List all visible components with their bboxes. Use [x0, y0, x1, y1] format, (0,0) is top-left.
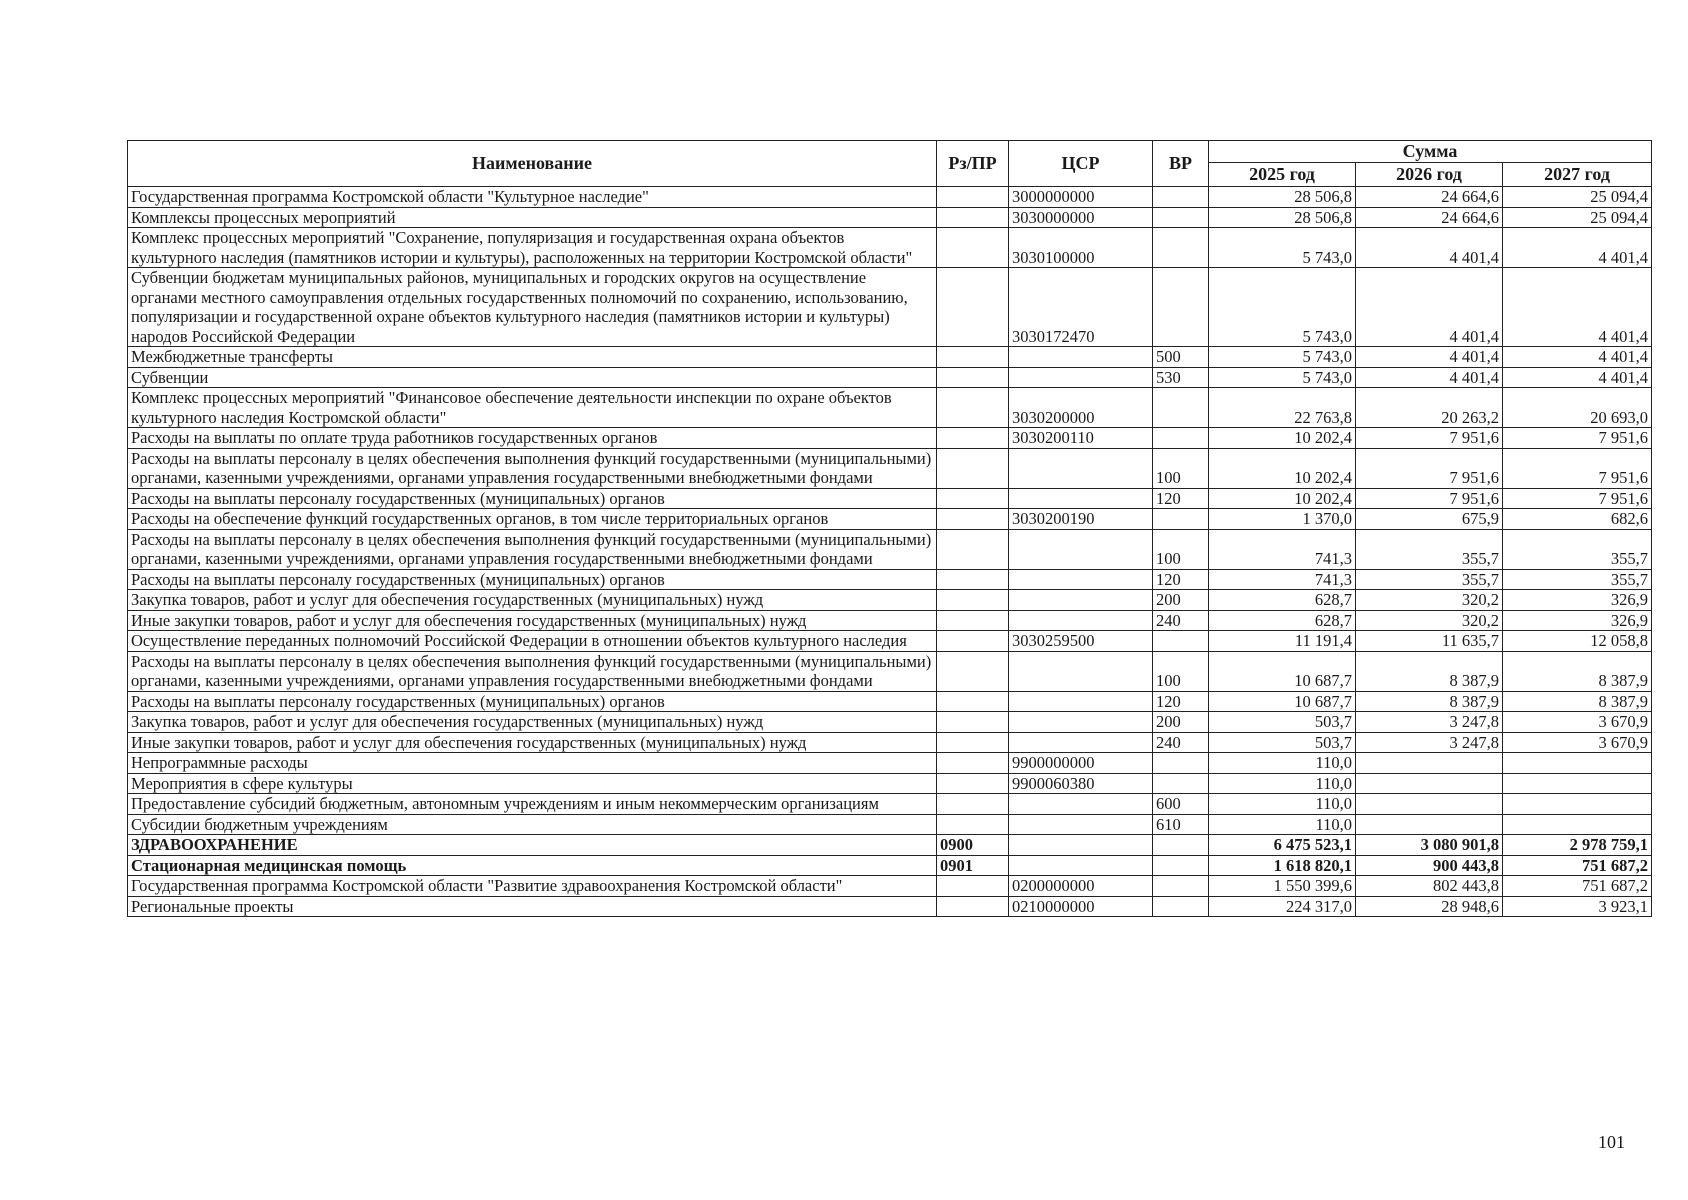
row-sum-2027: 2 978 759,1: [1503, 835, 1652, 856]
row-sum-2025: 503,7: [1209, 732, 1356, 753]
row-sum-2027: 8 387,9: [1503, 691, 1652, 712]
row-vr: 240: [1153, 610, 1209, 631]
row-name: Осуществление переданных полномочий Российской Федерации в отношении объектов культурного наследия: [128, 631, 937, 652]
row-sum-2026: 20 263,2: [1356, 388, 1503, 428]
row-sum-2025: 110,0: [1209, 794, 1356, 815]
row-sum-2025: 5 743,0: [1209, 228, 1356, 268]
header-name: Наименование: [128, 141, 937, 187]
row-csr: [1009, 691, 1153, 712]
row-vr: 240: [1153, 732, 1209, 753]
row-sum-2026: 4 401,4: [1356, 268, 1503, 347]
row-csr: [1009, 794, 1153, 815]
row-sum-2027: 25 094,4: [1503, 187, 1652, 208]
row-rz: 0901: [937, 855, 1009, 876]
row-sum-2027: 25 094,4: [1503, 207, 1652, 228]
row-sum-2026: [1356, 814, 1503, 835]
row-csr: [1009, 610, 1153, 631]
row-rz: [937, 610, 1009, 631]
row-sum-2025: 1 370,0: [1209, 509, 1356, 530]
row-name: Закупка товаров, работ и услуг для обеспечения государственных (муниципальных) нужд: [128, 712, 937, 733]
row-name: Межбюджетные трансферты: [128, 347, 937, 368]
row-csr: 3030200190: [1009, 509, 1153, 530]
row-sum-2026: 8 387,9: [1356, 651, 1503, 691]
row-sum-2025: 22 763,8: [1209, 388, 1356, 428]
row-csr: [1009, 651, 1153, 691]
row-csr: [1009, 569, 1153, 590]
header-year-2027: 2027 год: [1503, 163, 1652, 187]
row-sum-2025: 10 687,7: [1209, 651, 1356, 691]
table-row: [128, 509, 1652, 530]
row-sum-2025: 741,3: [1209, 529, 1356, 569]
row-csr: [1009, 732, 1153, 753]
row-sum-2026: 7 951,6: [1356, 428, 1503, 449]
row-sum-2026: 7 951,6: [1356, 488, 1503, 509]
row-vr: [1153, 509, 1209, 530]
header-rz: Рз/ПР: [937, 141, 1009, 187]
budget-table: [127, 140, 1652, 917]
row-sum-2026: 3 080 901,8: [1356, 835, 1503, 856]
row-vr: [1153, 835, 1209, 856]
row-name: Расходы на выплаты персоналу государственных (муниципальных) органов: [128, 569, 937, 590]
row-rz: [937, 896, 1009, 917]
table-row: [128, 388, 1652, 428]
row-sum-2025: 110,0: [1209, 773, 1356, 794]
row-csr: [1009, 367, 1153, 388]
row-sum-2027: 3 923,1: [1503, 896, 1652, 917]
row-csr: 3030259500: [1009, 631, 1153, 652]
row-sum-2025: 10 202,4: [1209, 488, 1356, 509]
row-rz: [937, 187, 1009, 208]
row-csr: 3030200000: [1009, 388, 1153, 428]
table-row: [128, 488, 1652, 509]
row-rz: [937, 753, 1009, 774]
row-vr: 200: [1153, 590, 1209, 611]
row-rz: [937, 732, 1009, 753]
row-sum-2027: [1503, 753, 1652, 774]
header-vr: ВР: [1153, 141, 1209, 187]
row-name: Иные закупки товаров, работ и услуг для обеспечения государственных (муниципальных) нужд: [128, 610, 937, 631]
row-rz: [937, 691, 1009, 712]
row-sum-2027: 3 670,9: [1503, 712, 1652, 733]
row-rz: [937, 631, 1009, 652]
row-sum-2027: 751 687,2: [1503, 855, 1652, 876]
table-row: [128, 347, 1652, 368]
row-vr: 610: [1153, 814, 1209, 835]
row-sum-2025: 28 506,8: [1209, 207, 1356, 228]
row-sum-2027: 326,9: [1503, 610, 1652, 631]
row-sum-2027: 7 951,6: [1503, 428, 1652, 449]
row-vr: [1153, 855, 1209, 876]
row-rz: 0900: [937, 835, 1009, 856]
header-sum: Сумма: [1209, 141, 1652, 163]
row-sum-2025: 5 743,0: [1209, 268, 1356, 347]
row-csr: [1009, 347, 1153, 368]
row-vr: [1153, 631, 1209, 652]
row-csr: [1009, 835, 1153, 856]
row-rz: [937, 448, 1009, 488]
row-vr: [1153, 187, 1209, 208]
row-name: Закупка товаров, работ и услуг для обеспечения государственных (муниципальных) нужд: [128, 590, 937, 611]
row-sum-2025: 28 506,8: [1209, 187, 1356, 208]
row-csr: [1009, 448, 1153, 488]
row-name: Мероприятия в сфере культуры: [128, 773, 937, 794]
row-vr: [1153, 753, 1209, 774]
row-rz: [937, 388, 1009, 428]
row-name: Региональные проекты: [128, 896, 937, 917]
row-vr: 600: [1153, 794, 1209, 815]
row-sum-2027: 20 693,0: [1503, 388, 1652, 428]
row-sum-2027: 751 687,2: [1503, 876, 1652, 897]
row-rz: [937, 228, 1009, 268]
row-sum-2026: 7 951,6: [1356, 448, 1503, 488]
row-sum-2026: 355,7: [1356, 569, 1503, 590]
row-csr: 3030172470: [1009, 268, 1153, 347]
row-sum-2026: [1356, 794, 1503, 815]
row-rz: [937, 569, 1009, 590]
row-rz: [937, 367, 1009, 388]
table-row: [128, 835, 1652, 856]
row-name: Иные закупки товаров, работ и услуг для обеспечения государственных (муниципальных) нужд: [128, 732, 937, 753]
row-vr: [1153, 268, 1209, 347]
row-vr: 500: [1153, 347, 1209, 368]
table-row: [128, 207, 1652, 228]
table-row: [128, 896, 1652, 917]
row-sum-2025: 1 550 399,6: [1209, 876, 1356, 897]
row-csr: 9900060380: [1009, 773, 1153, 794]
row-vr: 200: [1153, 712, 1209, 733]
row-sum-2025: 741,3: [1209, 569, 1356, 590]
row-sum-2025: 1 618 820,1: [1209, 855, 1356, 876]
row-csr: 3000000000: [1009, 187, 1153, 208]
row-csr: 9900000000: [1009, 753, 1153, 774]
row-csr: 3030100000: [1009, 228, 1153, 268]
table-row: [128, 876, 1652, 897]
row-sum-2027: 3 670,9: [1503, 732, 1652, 753]
row-sum-2026: 320,2: [1356, 610, 1503, 631]
row-sum-2025: 6 475 523,1: [1209, 835, 1356, 856]
row-rz: [937, 712, 1009, 733]
row-csr: 0200000000: [1009, 876, 1153, 897]
row-name: Расходы на выплаты персоналу в целях обеспечения выполнения функций государственными (муниципальными) органами, казенными учреждениями, органами управления государственными внебюджетными фондами: [128, 651, 937, 691]
row-name: Государственная программа Костромской области "Развитие здравоохранения Костромской области": [128, 876, 937, 897]
row-sum-2026: 675,9: [1356, 509, 1503, 530]
table-row: [128, 773, 1652, 794]
row-csr: [1009, 814, 1153, 835]
row-vr: 100: [1153, 651, 1209, 691]
row-sum-2026: 28 948,6: [1356, 896, 1503, 917]
row-name: Расходы на выплаты по оплате труда работников государственных органов: [128, 428, 937, 449]
row-rz: [937, 651, 1009, 691]
table-row: [128, 610, 1652, 631]
row-sum-2027: [1503, 794, 1652, 815]
row-name: Стационарная медицинская помощь: [128, 855, 937, 876]
row-vr: 120: [1153, 569, 1209, 590]
row-vr: 120: [1153, 488, 1209, 509]
row-sum-2027: 355,7: [1503, 529, 1652, 569]
row-sum-2027: [1503, 773, 1652, 794]
row-name: Комплекс процессных мероприятий "Сохранение, популяризация и государственная охрана объектов культурного наследия (памятников истории и культуры), расположенных на территории Костромской области": [128, 228, 937, 268]
row-csr: 3030200110: [1009, 428, 1153, 449]
row-sum-2025: 5 743,0: [1209, 347, 1356, 368]
row-sum-2026: 355,7: [1356, 529, 1503, 569]
row-sum-2025: 110,0: [1209, 814, 1356, 835]
row-rz: [937, 529, 1009, 569]
row-rz: [937, 794, 1009, 815]
table-row: [128, 187, 1652, 208]
row-sum-2026: 4 401,4: [1356, 367, 1503, 388]
table-row: [128, 367, 1652, 388]
row-csr: [1009, 529, 1153, 569]
row-rz: [937, 814, 1009, 835]
row-rz: [937, 590, 1009, 611]
row-sum-2027: 8 387,9: [1503, 651, 1652, 691]
row-name: Субвенции бюджетам муниципальных районов, муниципальных и городских округов на осуществление органами местного самоуправления отдельных государственных полномочий по сохранению, использованию, популяризации и государственной охране объектов культурного наследия (памятников истории и культуры) народов Российской Федерации: [128, 268, 937, 347]
row-sum-2027: 4 401,4: [1503, 268, 1652, 347]
header-year-2025: 2025 год: [1209, 163, 1356, 187]
table-row: [128, 268, 1652, 347]
row-rz: [937, 488, 1009, 509]
row-sum-2026: 24 664,6: [1356, 187, 1503, 208]
row-sum-2026: 11 635,7: [1356, 631, 1503, 652]
row-csr: [1009, 590, 1153, 611]
table-row: [128, 814, 1652, 835]
row-name: Расходы на обеспечение функций государственных органов, в том числе территориальных органов: [128, 509, 937, 530]
row-rz: [937, 509, 1009, 530]
row-rz: [937, 876, 1009, 897]
row-name: Государственная программа Костромской области "Культурное наследие": [128, 187, 937, 208]
row-csr: 3030000000: [1009, 207, 1153, 228]
row-sum-2025: 10 202,4: [1209, 428, 1356, 449]
row-rz: [937, 428, 1009, 449]
table-row: [128, 855, 1652, 876]
table-body: [128, 187, 1652, 917]
row-sum-2025: 5 743,0: [1209, 367, 1356, 388]
row-name: Комплекс процессных мероприятий "Финансовое обеспечение деятельности инспекции по охране объектов культурного наследия Костромской области": [128, 388, 937, 428]
row-vr: [1153, 876, 1209, 897]
row-vr: [1153, 773, 1209, 794]
row-vr: 100: [1153, 448, 1209, 488]
table-row: [128, 651, 1652, 691]
row-name: Расходы на выплаты персоналу государственных (муниципальных) органов: [128, 488, 937, 509]
row-csr: 0210000000: [1009, 896, 1153, 917]
table-row: [128, 529, 1652, 569]
row-sum-2026: 24 664,6: [1356, 207, 1503, 228]
row-csr: [1009, 855, 1153, 876]
row-sum-2027: 7 951,6: [1503, 448, 1652, 488]
row-name: Расходы на выплаты персоналу государственных (муниципальных) органов: [128, 691, 937, 712]
row-sum-2026: 802 443,8: [1356, 876, 1503, 897]
row-sum-2025: 10 202,4: [1209, 448, 1356, 488]
table-row: [128, 732, 1652, 753]
table-row: [128, 228, 1652, 268]
table-row: [128, 631, 1652, 652]
row-sum-2027: 682,6: [1503, 509, 1652, 530]
row-rz: [937, 773, 1009, 794]
row-sum-2026: 4 401,4: [1356, 228, 1503, 268]
row-csr: [1009, 712, 1153, 733]
row-sum-2026: [1356, 773, 1503, 794]
table-row: [128, 569, 1652, 590]
row-sum-2025: 224 317,0: [1209, 896, 1356, 917]
row-sum-2025: 110,0: [1209, 753, 1356, 774]
row-csr: [1009, 488, 1153, 509]
row-vr: 120: [1153, 691, 1209, 712]
table-row: [128, 794, 1652, 815]
row-sum-2026: 900 443,8: [1356, 855, 1503, 876]
row-sum-2027: [1503, 814, 1652, 835]
header-csr: ЦСР: [1009, 141, 1153, 187]
row-rz: [937, 347, 1009, 368]
row-name: Непрограммные расходы: [128, 753, 937, 774]
row-vr: 530: [1153, 367, 1209, 388]
page-number: 101: [1598, 1132, 1625, 1152]
row-sum-2026: 3 247,8: [1356, 712, 1503, 733]
table-row: [128, 590, 1652, 611]
row-rz: [937, 207, 1009, 228]
table-row: [128, 428, 1652, 449]
row-sum-2026: 320,2: [1356, 590, 1503, 611]
row-sum-2025: 628,7: [1209, 590, 1356, 611]
row-name: ЗДРАВООХРАНЕНИЕ: [128, 835, 937, 856]
row-vr: [1153, 428, 1209, 449]
row-sum-2027: 4 401,4: [1503, 228, 1652, 268]
row-name: Предоставление субсидий бюджетным, автономным учреждениям и иным некоммерческим организациям: [128, 794, 937, 815]
row-vr: [1153, 207, 1209, 228]
table-row: [128, 448, 1652, 488]
row-sum-2027: 4 401,4: [1503, 347, 1652, 368]
table-row: [128, 753, 1652, 774]
row-sum-2026: 4 401,4: [1356, 347, 1503, 368]
row-rz: [937, 268, 1009, 347]
row-name: Субвенции: [128, 367, 937, 388]
row-sum-2025: 628,7: [1209, 610, 1356, 631]
row-sum-2027: 12 058,8: [1503, 631, 1652, 652]
row-vr: [1153, 228, 1209, 268]
row-sum-2026: 8 387,9: [1356, 691, 1503, 712]
row-vr: [1153, 896, 1209, 917]
row-sum-2027: 355,7: [1503, 569, 1652, 590]
row-sum-2025: 503,7: [1209, 712, 1356, 733]
row-vr: [1153, 388, 1209, 428]
row-sum-2026: 3 247,8: [1356, 732, 1503, 753]
row-name: Комплексы процессных мероприятий: [128, 207, 937, 228]
row-name: Субсидии бюджетным учреждениям: [128, 814, 937, 835]
row-sum-2027: 4 401,4: [1503, 367, 1652, 388]
row-name: Расходы на выплаты персоналу в целях обеспечения выполнения функций государственными (муниципальными) органами, казенными учреждениями, органами управления государственными внебюджетными фондами: [128, 529, 937, 569]
row-sum-2027: 7 951,6: [1503, 488, 1652, 509]
row-name: Расходы на выплаты персоналу в целях обеспечения выполнения функций государственными (муниципальными) органами, казенными учреждениями, органами управления государственными внебюджетными фондами: [128, 448, 937, 488]
row-vr: 100: [1153, 529, 1209, 569]
row-sum-2026: [1356, 753, 1503, 774]
table-row: [128, 712, 1652, 733]
row-sum-2027: 326,9: [1503, 590, 1652, 611]
header-year-2026: 2026 год: [1356, 163, 1503, 187]
table-row: [128, 691, 1652, 712]
row-sum-2025: 10 687,7: [1209, 691, 1356, 712]
row-sum-2025: 11 191,4: [1209, 631, 1356, 652]
